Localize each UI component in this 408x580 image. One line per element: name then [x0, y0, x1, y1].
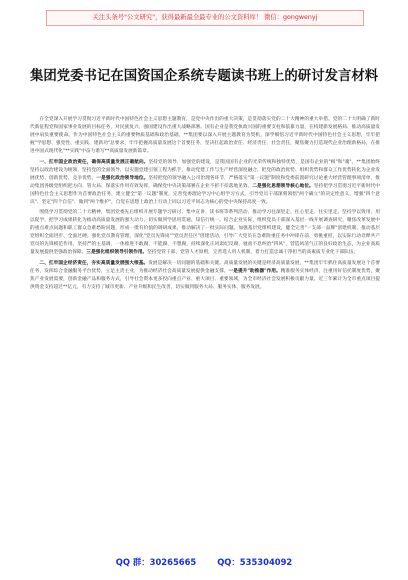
section-heading: 一、扛牢国企政治责任，确保高质量发展正确航向。	[39, 159, 149, 165]
body-paragraph	[30, 209, 380, 257]
section-heading: 二、扛牢国企经济责任，夯实高质量发展强大根基。	[39, 261, 149, 267]
subpoint-heading: 二是强化思想领导核心地位。	[252, 183, 314, 189]
qq-group-text: QQ 群：30265665	[115, 557, 197, 567]
section-two-paragraph	[30, 260, 380, 292]
paragraph-text: 坚持把党的领导融入公司治理各环节，严格落实"第一议题"制度和党委前置研究讨论重大经营管理事项清单，推动集团各级党组织把方向、管大局、保落实作用有效发挥，确保党中央决策部署在企业不折不扣落地见效。	[30, 175, 380, 189]
promo-banner: 关注头条号"公文研究"，获得最新最全最专业的公文资料库！ 微信：gongwenyj	[46, 10, 364, 26]
subpoint-heading: 一是强化政治领导地位。	[96, 175, 149, 181]
paragraph-text: 坚持党管干部、党管人才原则，完善选人用人机制，着力打造忠诚干净担当的高素质专业化干部队伍。	[147, 250, 359, 256]
document-body	[30, 116, 380, 295]
intro-paragraph	[30, 116, 380, 156]
paragraph-text: 发展是解决一切问题的基础和关键。高质量发展的关键是经济高质量发展，**集团牢牢抓住高质量发展这个首要任务，发挥综合金融服务平台优势，立足主责主业，为推动经济社会高质量发展提供金融支撑。	[30, 261, 380, 275]
paragraph-text: 坚持党的领导、加强党的建设，是我国国有企业的光荣传统和独特优势，是国有企业的"根"和"魂"。**集团始终坚持以政治建设为统领，坚持党的全面领导，以实施党建引领工程为抓手，推动党建工作与生产经营深度融合，把党的政治优势、组织优势和群众工作优势转化为企业发展优势、创新优势、竞争优势。	[30, 159, 380, 181]
paragraph-text: 精准服务实体经济，注重用好信托制度优势，聚焦产业发展需要，创新金融产品和服务方式，引导社会资本更多投向重点产业、重大项目、重要领域，为全市经济社会发展积极贡献力量。近三年累计为全市重点项目提供资金支持超过**亿元，有力支持了城市更新、产业升级和民生改善，切实做到服务大局、服务实体、服务发展。	[30, 269, 380, 291]
subpoint-heading: 三是强化组织领导引领作用。	[86, 250, 148, 256]
section-one-paragraph	[30, 159, 380, 207]
paragraph-text: 围绕学习贯彻党的二十大精神，集团党委先后组织开展专题学习研讨、集中宣讲、读书班等系列活动，推动学习往深里走、往心里走、往实里走。坚持学以致用、用以促学，把学习成果转化为推动高质量发展的强大动力，切实做到学思用贯通、知信行统一。结合企业实际，组织党员干部深入基层一线开展调查研究，聚焦改革发展中的重点难点问题和职工群众急难愁盼问题，形成一批有价值的调研成果，推动解决了一批实际问题。加强基层党组织建设，健全完善"一支部一品牌"创建机制，推动基层党组织全面进步、全面过硬。强化党员教育管理，深化"党员先锋岗""党员责任区"创建活动，引导广大党员在急难险重任务中冲锋在前、勇挑重担，以实际行动诠释共产党员的先锋模范作用。坚持严的主基调，一体推进不敢腐、不能腐、不想腐，持续深化正风肃纪反腐，驰而不息纠治"四风"，营造风清气正的良好政治生态，为企业高质量发展提供坚强政治保障。	[30, 210, 380, 256]
paragraph-text: 在全党深入开展学习贯彻习近平新时代中国特色社会主义思想主题教育，是党中央作出的重大决策，是贯彻落实党的二十大精神的重大举措。党的二十大明确了新时代新征程党和国家事业发展的目标任务，对民族复兴、强国建设作出重大战略部署。国有企业是我党执政兴国的重要支柱和依靠力量，在构建新发展格局、推动高质量发展中肩负重要使命。作为中国特色社会主义的重要物质基础和政治基础，**集团要以深入开展主题教育为契机，深学细悟习近平新时代中国特色社会主义思想，牢牢把握"学思想、强党性、重实践、建新功"总要求，牢牢把握高质量发展这个首要任务，坚决扛起政治责任、经济责任、社会责任，聚焦聚力打造现代企业治理新格局，在推进中国式现代化"**实践"中奋力谱写**高质量发展新篇章。	[30, 117, 380, 154]
contact-footer	[0, 556, 408, 568]
qq-text: QQ：535304092	[217, 557, 293, 567]
subpoint-heading: 一是提升"助推器"作用。	[228, 269, 281, 275]
paragraph-text: 坚持把学习贯彻习近平新时代中国特色社会主义思想作为首要政治任务，建立健全"第一议题"制度，完善党委理论学习中心组学习方式，引导党员干部深刻领悟"两个确立"的决定性意义，增强"四个意识"、坚定"四个自信"、做到"两个维护"，自觉在思想上政治上行动上同以习近平同志为核心的党中央保持高度一致。	[30, 183, 380, 205]
document-title: 集团党委书记在国资国企系统专题读书班上的研讨发言材料	[30, 69, 379, 84]
